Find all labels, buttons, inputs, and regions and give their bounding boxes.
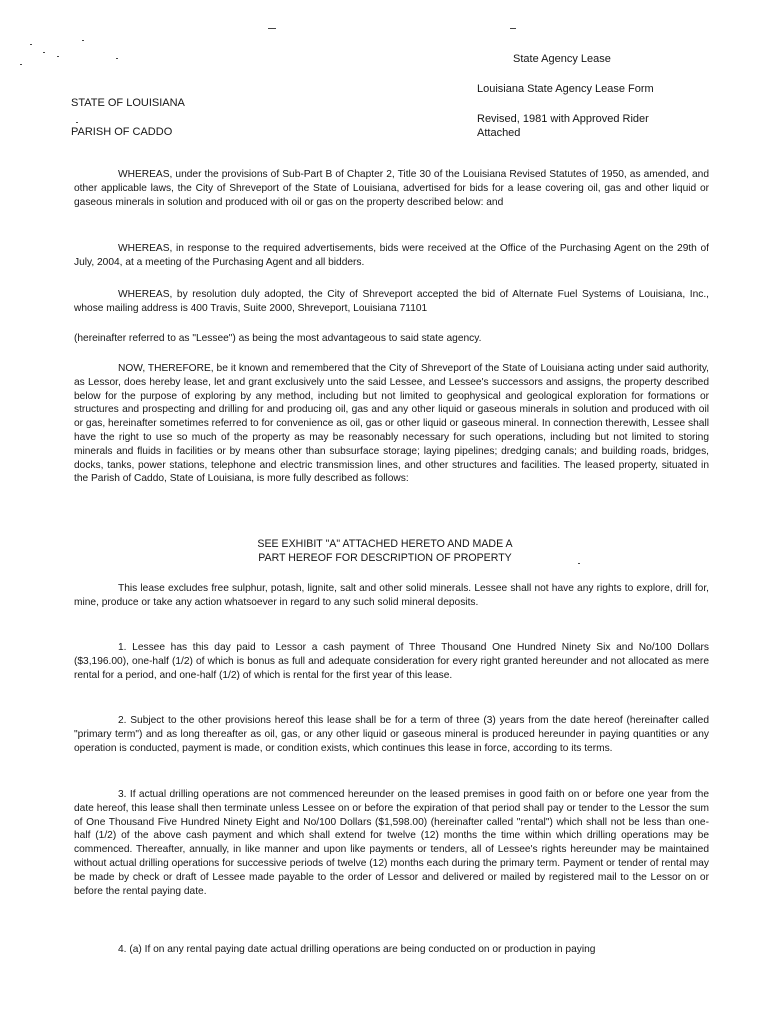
doc-type: State Agency Lease xyxy=(513,53,611,65)
exhibit-reference-line-1: SEE EXHIBIT "A" ATTACHED HERETO AND MADE A xyxy=(257,538,513,550)
exclusions-paragraph: This lease excludes free sulphur, potash, lignite, salt and other solid minerals. Lessee shall not have any rights to explore, drill for, mine, produce or take any action whatsoever in regard to any such solid mineral deposits. xyxy=(74,583,709,608)
exhibit-reference-line-2: PART HEREOF FOR DESCRIPTION OF PROPERTY xyxy=(258,552,512,564)
lessee-definition: (hereinafter referred to as "Lessee") as being the most advantageous to said state agency. xyxy=(74,333,482,344)
now-therefore-paragraph: NOW, THEREFORE, be it known and remembered that the City of Shreveport of the State of Louisiana acting under said authority, as Lessor, does hereby lease, let and grant exclusively unto the said Lessee, and Lessee's successors and assigns, the property described below for the purpose of exploring by any method, including but not limited to geophysical and geological exploration for formations or structures and prospecting and drilling for and producing oil, gas and any other liquid or gaseous minerals in solution and produced with oil or gas, hereinafter sometimes referred to for convenience as oil, gas or other liquid or gaseous mineral. In connection therewith, Lessee shall have the right to use so much of the property as may be reasonably necessary for such operations, including but not limited to storing minerals and fluids in facilities or by means other than subsurface storage; laying pipelines; dredging canals; and building roads, bridges, docks, tanks, power stations, telephone and electric transmission lines, and other structures and facilities. The leased property, situated in the Parish of Caddo, State of Louisiana, is more fully described as follows: xyxy=(74,363,709,485)
clause-3: 3. If actual drilling operations are not commenced hereunder on the leased premises in good faith on or before one year from the date hereof, this lease shall then terminate unless Lessee on or before the expiration of that period shall pay or tender to the Lessor the sum of One Thousand Five Hundred Ninety Eight and No/100 Dollars ($1,598.00) (hereinafter called "rental") which shall not be less than one-half (1/2) of the above cash payment and which shall extend for twelve (12) months the time within which drilling operations may be commenced. Thereafter, annually, in like manner and upon like payments or tenders, all of Lessee's rights hereunder may be maintained without actual drilling operations for successive periods of twelve (12) months each during the primary term. Payment or tender of rental may be made by check or draft of Lessee made payable to the order of Lessor and delivered or mailed by registered mail to the Lessor on or before the rental paying date. xyxy=(74,789,709,897)
clause-4: 4. (a) If on any rental paying date actual drilling operations are being conducted on or production in paying xyxy=(118,944,596,955)
state-heading: STATE OF LOUISIANA xyxy=(71,97,185,109)
clause-1: 1. Lessee has this day paid to Lessor a cash payment of Three Thousand One Hundred Ninety Six and No/100 Dollars ($3,196.00), one-half (1/2) of which is bonus as full and adequate consideration for every right granted hereunder and not allocated as mere rental for a period, and one-half (1/2) of which is rental for the first year of this lease. xyxy=(74,642,709,681)
revised-note: Revised, 1981 with Approved Rider Attached xyxy=(477,113,649,139)
parish-heading: PARISH OF CADDO xyxy=(71,126,173,138)
whereas-paragraph-1: WHEREAS, under the provisions of Sub-Part B of Chapter 2, Title 30 of the Louisiana Revised Statutes of 1950, as amended, and other applicable laws, the City of Shreveport of the State of Louisiana, advertised for bids for a lease covering oil, gas and other liquid or gaseous minerals in solution and produced with oil or gas on the property described below: and xyxy=(74,169,709,208)
clause-2: 2. Subject to the other provisions hereof this lease shall be for a term of three (3) years from the date hereof (hereinafter called "primary term") and as long thereafter as oil, gas, or any other liquid or gaseous mineral is produced hereunder in paying quantities or any operation is conducted, payment is made, or condition exists, which continues this lease in force, according to its terms. xyxy=(74,715,709,754)
whereas-paragraph-2: WHEREAS, in response to the required advertisements, bids were received at the Office of the Purchasing Agent on the 29th of July, 2004, at a meeting of the Purchasing Agent and all bidders. xyxy=(74,243,709,268)
form-name: Louisiana State Agency Lease Form xyxy=(477,83,654,95)
whereas-paragraph-3: WHEREAS, by resolution duly adopted, the City of Shreveport accepted the bid of Alternate Fuel Systems of Louisiana, Inc., whose mailing address is 400 Travis, Suite 2000, Shreveport, Louisiana 71101 xyxy=(74,289,709,314)
